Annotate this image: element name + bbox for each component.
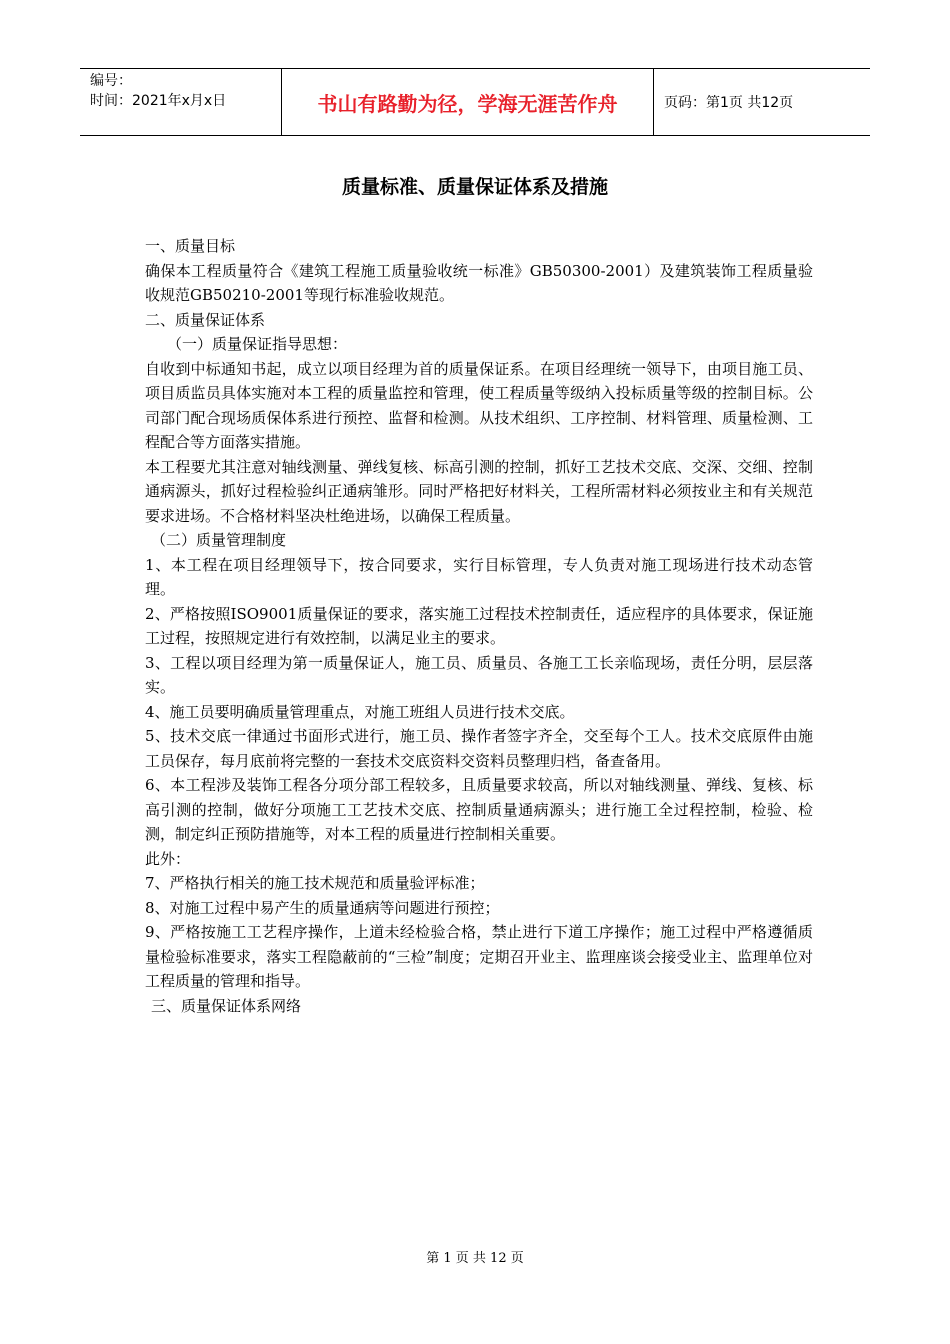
document-time-label: 时间：2021年x月x日 [90, 93, 227, 109]
document-number-label: 编号： [90, 73, 132, 89]
section-heading: 二、质量保证体系 [145, 310, 266, 329]
document-title: 质量标准、质量保证体系及措施 [341, 176, 608, 198]
body-paragraph: 本工程要尤其注意对轴线测量、弹线复核、标高引测的控制，抓好工艺技术交底、交深、交细、控制通病源头，抓好过程检验纠正通病雏形。同时严格把好材料关，工程所需材料必须按业主和有关规范要求进场。不合格材料坚决杜绝进场，以确保工程质量。 [145, 457, 813, 525]
list-item: 7、严格执行相关的施工技术规范和质量验评标准； [145, 874, 485, 892]
section-heading: 三、质量保证体系网络 [151, 996, 302, 1015]
subsection-heading: （二）质量管理制度 [151, 531, 287, 549]
header-motto: 书山有路勤为径，学海无涯苦作舟 [281, 69, 654, 135]
list-item: 1、本工程在项目经理领导下，按合同要求，实行目标管理，专人负责对施工现场进行技术动态管理。 [145, 555, 813, 598]
list-item: 8、对施工过程中易产生的质量通病等问题进行预控； [145, 898, 500, 917]
header-table [80, 68, 870, 136]
list-item: 2、严格按照ISO9001质量保证的要求，落实施工过程技术控制责任，适应程序的具体要求，保证施工过程，按照规定进行有效控制，以满足业主的要求。 [145, 604, 813, 647]
body-paragraph: 确保本工程质量符合《建筑工程施工质量验收统一标准》GB50300-2001）及建筑装饰工程质量验收规范GB50210-2001等现行标准验收规范。 [145, 261, 813, 304]
list-item: 4、施工员要明确质量管理重点，对施工班组人员进行技术交底。 [145, 702, 575, 721]
list-item: 5、技术交底一律通过书面形式进行，施工员、操作者签字齐全，交至每个工人。技术交底原件由施工员保存，每月底前将完整的一套技术交底资料交资料员整理归档，备查备用。 [145, 727, 813, 770]
page-footer: 第 1 页 共 12 页 [426, 1251, 524, 1266]
header-page-info: 页码：第1页 共12页 [664, 95, 794, 111]
header-left-cell [80, 69, 281, 135]
list-item: 3、工程以项目经理为第一质量保证人，施工员、质量员、各施工工长亲临现场，责任分明，层层落实。 [145, 653, 813, 696]
body-paragraph: 此外： [145, 849, 191, 868]
document-body [145, 234, 813, 1018]
section-heading: 一、质量目标 [145, 237, 236, 255]
list-item: 9、严格按施工工艺程序操作，上道未经检验合格，禁止进行下道工序操作；施工过程中严格遵循质量检验标准要求，落实工程隐蔽前的“三检”制度；定期召开业主、监理座谈会接受业主、监理单位对工程质量的管理和指导。 [145, 923, 813, 990]
list-item: 6、本工程涉及装饰工程各分项分部工程较多，且质量要求较高，所以对轴线测量、弹线、复核、标高引测的控制，做好分项施工工艺技术交底、控制质量通病源头；进行施工全过程控制，检验、检测，制定纠正预防措施等，对本工程的质量进行控制相关重要。 [145, 776, 813, 843]
subsection-heading: （一）质量保证指导思想： [167, 335, 348, 353]
body-paragraph: 自收到中标通知书起，成立以项目经理为首的质量保证系。在项目经理统一领导下，由项目施工员、项目质监员具体实施对本工程的质量监控和管理，使工程质量等级纳入投标质量等级的控制目标。公司部门配合现场质保体系进行预控、监督和检测。从技术组织、工序控制、材料管理、质量检测、工程配合等方面落实措施。 [145, 359, 813, 451]
